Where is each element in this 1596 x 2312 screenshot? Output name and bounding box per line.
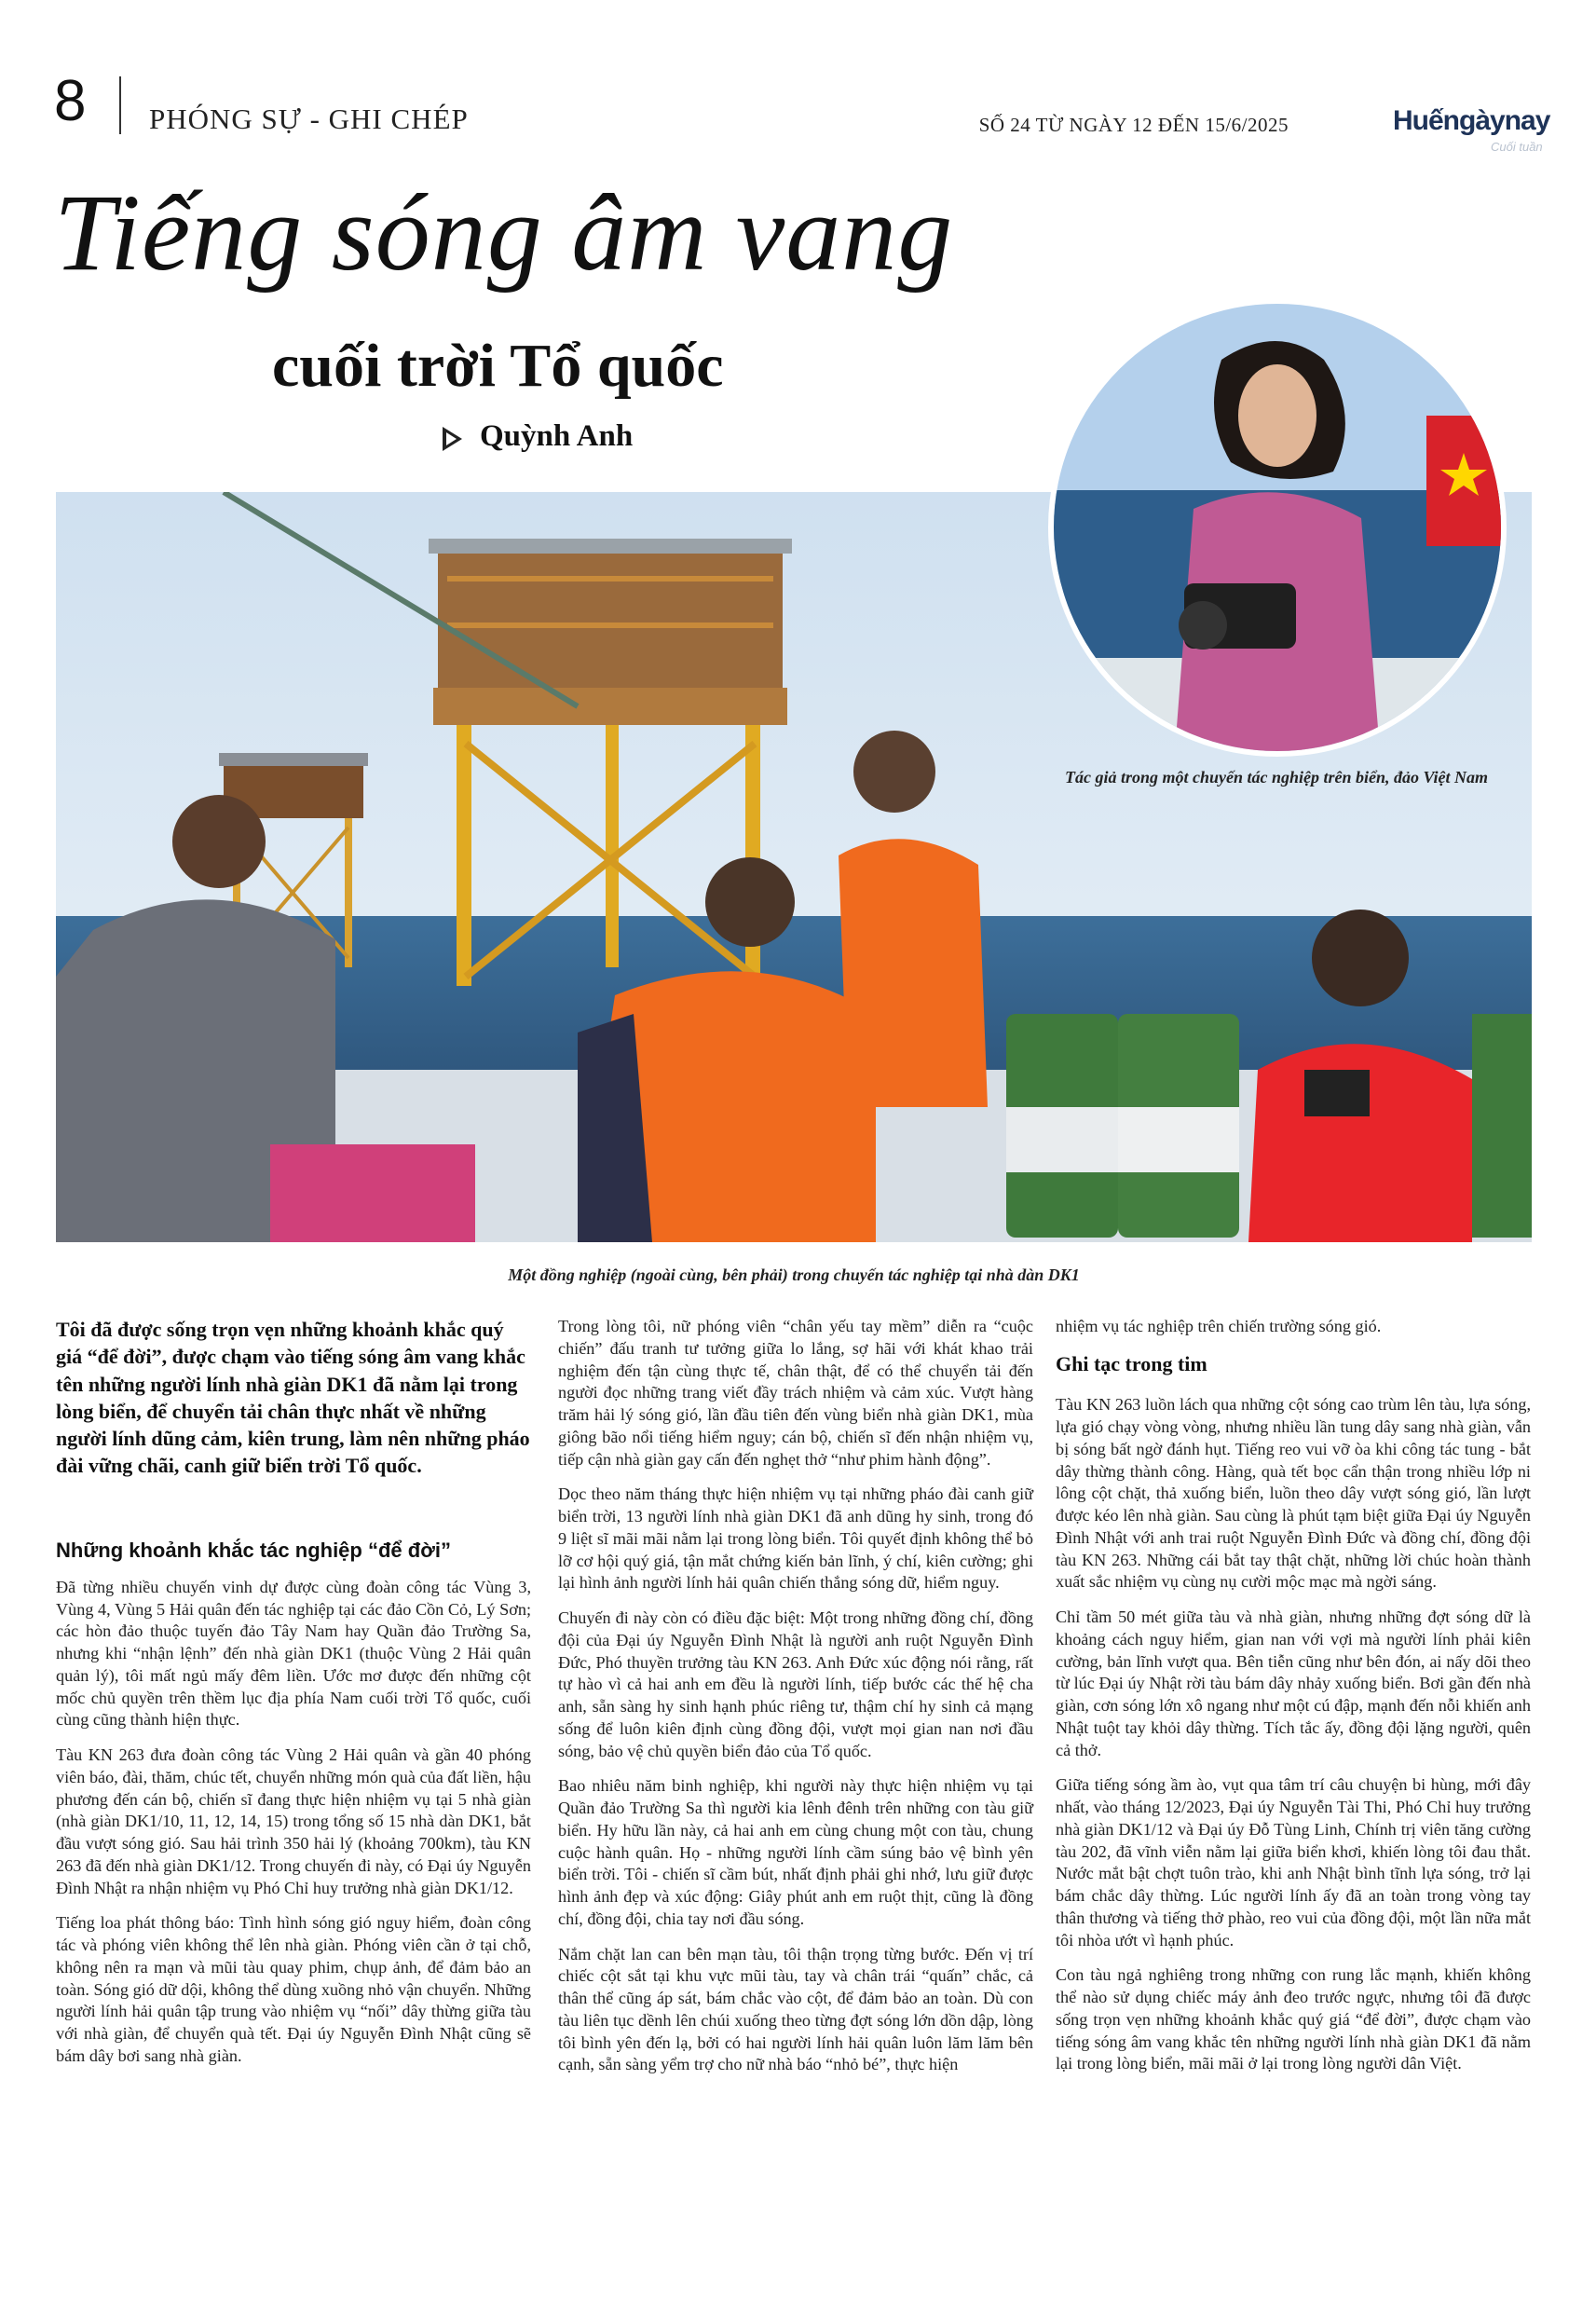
page-number: 8 (54, 69, 87, 133)
main-photo-caption: Một đồng nghiệp (ngoài cùng, bên phải) trong chuyến tác nghiệp tại nhà dàn DK1 (508, 1265, 1080, 1284)
paragraph: Đã từng nhiều chuyến vinh dự được cùng đoàn công tác Vùng 3, Vùng 4, Vùng 5 Hải quân đến tác nghiệp tại các đảo Cồn Cỏ, Lý Sơn; các hòn đảo thuộc tuyến đảo Tây Nam hay Quần đảo Trường Sa, nhưng khi “nhận lệnh” đến nhà giàn DK1 (thuộc Vùng 2 Hải quân quản lý), tôi mất ngủ mấy đêm liền. Ước mơ được đến những cột mốc chủ quyền trên thềm lục địa phía Nam cuối trời Tổ quốc, cuối cùng cũng thành hiện thực. (56, 1577, 531, 1730)
author-portrait-photo (1048, 298, 1507, 757)
article-title-line2: cuối trời Tổ quốc (272, 332, 724, 400)
section-label: PHÓNG SỰ - GHI CHÉP (149, 103, 469, 135)
masthead-logo (1393, 105, 1549, 137)
subheading-2: Ghi tạc trong tim (1056, 1351, 1207, 1375)
paragraph: Tàu KN 263 luồn lách qua những cột sóng cao trùm lên tàu, lựa sóng, lựa gió chạy vòng vòng, nhưng nhiều lần tung dây sang nhà giàn, vẫn bị sóng bất ngờ đánh hụt. Tiếng reo vui vỡ òa khi công tác tung - bắt dây thừng thành công. Hàng, quà tết bọc cẩn thận trong nhiều lớp ni lông cột chặt, thả xuống biển, luồn theo dây vượt sóng gió, lần lượt được kéo lên nhà giàn. Sau cùng là phút tạm biệt giữa Đại úy Nguyễn Đình Nhật với anh trai ruột Nguyễn Đình Đức và đồng chí, đồng đội tàu KN 263. Những cái bắt tay thật chặt, những lời chúc hoàn thành xuất sắc nhiệm vụ cùng nụ cười mộc mạc mà ngời sáng. (1056, 1395, 1531, 1592)
masthead-subtitle: Cuối tuần (1491, 140, 1543, 154)
article-column-3 (1056, 1316, 1531, 2088)
subheading-1: Những khoảnh khắc tác nghiệp “để đời” (56, 1538, 451, 1562)
masthead-text: Huếngàynay (1393, 105, 1550, 136)
article-lead: Tôi đã được sống trọn vẹn những khoảnh khắc quý giá “để đời”, được chạm vào tiếng sóng âm vang khắc tên những người lính nhà giàn DK1 đã nằm lại trong lòng biển, để chuyển tải chân thực nhất về những người lính dũng cảm, kiên trung, làm nên những pháo đài vững chãi, canh giữ biển trời Tổ quốc. (56, 1318, 530, 1478)
header-divider (119, 76, 121, 134)
paragraph: Giữa tiếng sóng ầm ào, vụt qua tâm trí câu chuyện bi hùng, mới đây nhất, vào tháng 12/2023, Đại úy Nguyễn Tài Thi, Phó Chỉ huy trưởng nhà giàn DK1/12 và Đại úy Đỗ Tùng Linh, Chính trị viên tăng cường tàu 202, đã vĩnh viễn nằm lại giữa biển khơi, khiến lòng tôi đau thắt. Nước mắt bật chợt tuôn trào, khi anh Nhật bình tĩnh lựa sóng, trở lại bám chắc dây thừng. Lúc người lính ấy đã an toàn trong vòng tay thân thương và tiếng thở phào, reo vui của đồng đội, một lần nữa mắt tôi nhòa ướt vì hạnh phúc. (1056, 1775, 1531, 1949)
paragraph: Trong lòng tôi, nữ phóng viên “chân yếu tay mềm” diễn ra “cuộc chiến” đấu tranh tư tưởng giữa lo lắng, sợ hãi với khát khao trải nghiệm đến tận cùng thực tế, chân thật, để có thể chuyển tải đến người đọc những trang viết đầy trách nhiệm và cảm xúc. Vượt hàng trăm hải lý sóng gió, lần đầu tiên đến vùng biển nhà giàn DK1, mùa giông bão nổi tiếng hiểm nguy; cán bộ, chiến sĩ đến nhận nhiệm vụ, tiếp cận nhà giàn gay cấn đến nghẹt thở “như phim hành động”. (558, 1317, 1033, 1469)
article-column-1 (56, 1316, 531, 2081)
issue-info: SỐ 24 TỪ NGÀY 12 ĐẾN 15/6/2025 (978, 114, 1289, 136)
paragraph: Bao nhiêu năm binh nghiệp, khi người này thực hiện nhiệm vụ tại Quần đảo Trường Sa thì người kia lênh đênh trên những con tàu giữ biển. Hy hữu lần này, cả hai anh em cùng chung một con tàu, chung cuộc hành quân. Họ - những người lính cầm súng bảo vệ bình yên biển trời. Tôi - chiến sĩ cầm bút, nhất định phải ghi nhớ, lưu giữ được hình ảnh đẹp và xúc động: Giây phút anh em ruột thịt, cũng là đồng chí, đồng đội, chia tay nơi đầu sóng. (558, 1776, 1033, 1928)
paragraph: Tiếng loa phát thông báo: Tình hình sóng gió nguy hiểm, đoàn công tác và phóng viên không thể lên nhà giàn. Phóng viên cần ở tại chỗ, không nên ra mạn và mũi tàu quay phim, chụp ảnh, để đảm bảo an toàn. Sóng gió dữ dội, không thể dùng xuồng nhỏ vận chuyển. Những người lính hải quân tập trung vào nhiệm vụ “nối” dây thừng giữa tàu với nhà giàn, để chuyển quà tết. Đại úy Nguyễn Đình Nhật cũng sẽ bám dây bơi sang nhà giàn. (56, 1913, 531, 2065)
paragraph: Chỉ tầm 50 mét giữa tàu và nhà giàn, nhưng những đợt sóng dữ là khoảng cách nguy hiểm, gian nan với vợi mà người lính phải kiên cường, bản lĩnh vượt qua. Bên tiễn cũng như bên đón, ai nấy dõi theo từ lúc Đại úy Nhật rời tàu bám dây nhảy xuống biển. Bơi gần đến nhà giàn, cơn sóng lớn xô ngang như một cú đập, mạnh đến nỗi khiến anh Nhật tuột tay khỏi dây thừng. Tích tắc ấy, đồng đội lặng người, quên cả thở. (1056, 1607, 1531, 1759)
paragraph: Chuyến đi này còn có điều đặc biệt: Một trong những đồng chí, đồng đội của Đại úy Nguyễn Đình Nhật là người anh ruột Nguyễn Đình Đức, Phó thuyền trưởng tàu KN 263. Anh Đức xúc động nói rằng, rất tự hào vì cả hai anh em đều là người lính, tiếp bước các thế hệ cha anh, sẵn sàng hy sinh hạnh phúc riêng tư, thậm chí hy sinh cả mạng sống để luôn kiên định cùng đồng đội, vượt mọi gian nan nơi đầu sóng, bảo vệ chủ quyền biển đảo của Tổ quốc. (558, 1608, 1033, 1760)
article-column-2 (558, 1316, 1033, 2089)
author-name: Quỳnh Anh (480, 419, 634, 453)
paragraph: Tàu KN 263 đưa đoàn công tác Vùng 2 Hải quân và gần 40 phóng viên báo, đài, thăm, chúc tết, chuyển những món quà của đất liền, hậu phương đến cán bộ, chiến sĩ đang thực hiện nhiệm vụ tại 5 nhà giàn (nhà giàn DK1/10, 11, 12, 14, 15) trong tổng số 15 nhà dàn DK1, bắt đầu vượt sóng gió. Sau hải trình 350 hải lý (khoảng 700km), tàu KN 263 đã đến nhà giàn DK1/12. Trong chuyến đi này, có Đại úy Nguyễn Đình Nhật ra nhận nhiệm vụ Phó Chỉ huy trưởng nhà giàn DK1/12. (56, 1745, 531, 1897)
byline-triangle-icon (443, 427, 462, 451)
article-title-line1: Tiếng sóng âm vang (54, 171, 954, 294)
paragraph: Nắm chặt lan can bên mạn tàu, tôi thận trọng từng bước. Đến vị trí chiếc cột sắt tại khu vực mũi tàu, tay và chân trái “quấn” chắc, cả thân thể cũng áp sát, bám chắc vào cột, để đảm bảo an toàn. Dù con tàu liên tục dềnh lên chúi xuống theo từng đợt sóng lớn dồn dập, lòng tôi bình yên đến lạ, bởi có hai người lính hải quân luôn lăm lăm bên cạnh, sẵn sàng yểm trợ cho nữ nhà báo “nhỏ bé”, thực hiện (558, 1944, 1033, 2074)
portrait-caption: Tác giả trong một chuyến tác nghiệp trên biển, đảo Việt Nam (1064, 768, 1489, 787)
paragraph: Dọc theo năm tháng thực hiện nhiệm vụ tại những pháo đài canh giữ biển trời, 13 người lính nhà giàn DK1 đã anh dũng hy sinh, trong đó 9 liệt sĩ mãi mãi nằm lại trong lòng biển. Tôi quyết định không thể bỏ lỡ cơ hội quý giá, tận mắt chứng kiến bản lĩnh, ý chí, kiên cường; ghi lại hình ảnh người lính hải quân chiến thắng sóng dữ, hiểm nguy. (558, 1484, 1033, 1593)
paragraph: Con tàu ngả nghiêng trong những con rung lắc mạnh, khiến không thể nào sử dụng chiếc máy ảnh đeo trước ngực, nhưng tôi đã được sống trọn vẹn những khoảnh khắc quý giá “để đời”, được chạm vào tiếng sóng âm vang khắc tên những người lính nhà giàn DK1 đã nằm lại trong lòng biển, mãi mãi ở lại trong lòng người dân Việt. (1056, 1965, 1531, 2073)
paragraph: nhiệm vụ tác nghiệp trên chiến trường sóng gió. (1056, 1317, 1382, 1335)
